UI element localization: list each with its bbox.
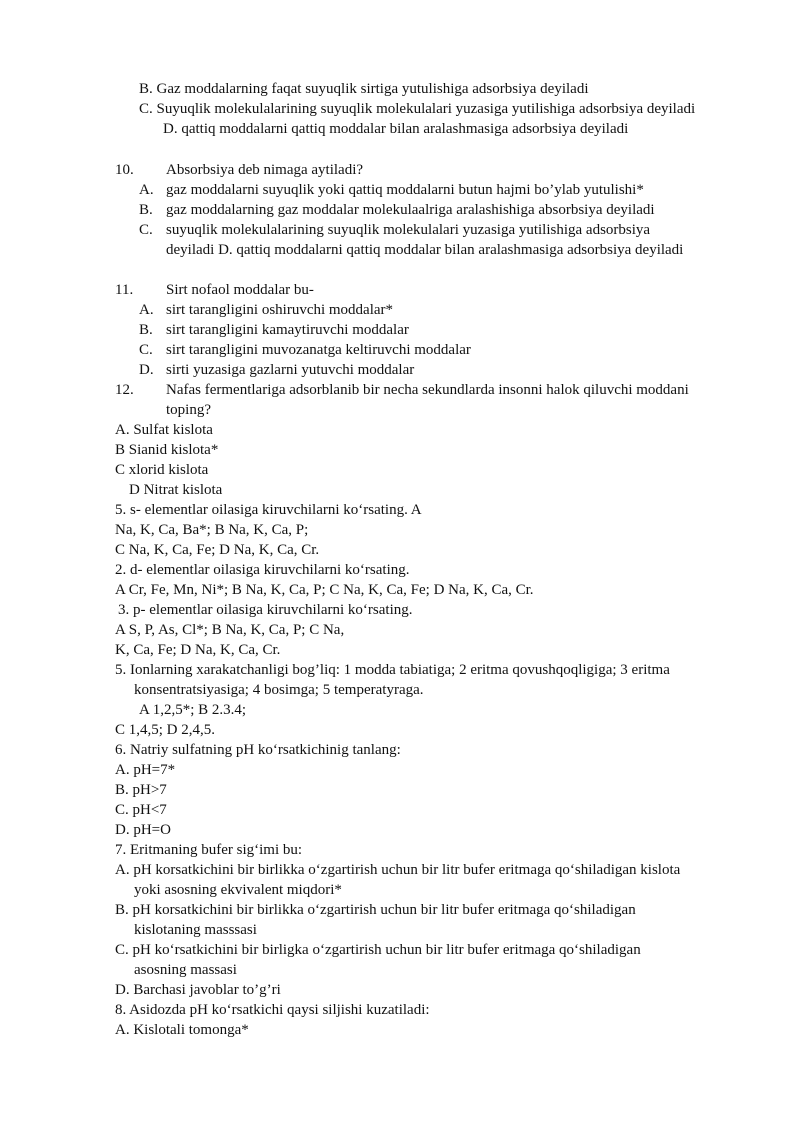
s-elements-options-2: C Na, K, Ca, Fe; D Na, K, Ca, Cr.: [115, 542, 320, 558]
q11-option-b: sirt tarangligini kamaytiruvchi moddalar: [166, 322, 409, 338]
q12-number: 12.: [115, 382, 134, 398]
sodium-sulfate-option-b: B. pH>7: [115, 782, 167, 798]
ion-mobility-options-2: C 1,4,5; D 2,4,5.: [115, 722, 216, 738]
q9-option-b: B. Gaz moddalarning faqat suyuqlik sirtiga yutulishiga adsorbsiya deyiladi: [139, 81, 589, 97]
buffer-capacity-option-c: C. pH ko‘rsatkichini bir birligka o‘zgartirish uchun bir litr bufer eritmaga qo‘shiladigan: [115, 942, 641, 958]
q11-option-a-letter: A.: [139, 302, 154, 318]
q10-option-c: suyuqlik molekulalarining suyuqlik molekulalari yuzasiga yutilishiga adsorbsiya: [166, 222, 651, 238]
sodium-sulfate-option-a: A. pH=7*: [115, 762, 176, 778]
q10-option-a-letter: A.: [139, 182, 154, 198]
q12-option-b: B Sianid kislota*: [115, 442, 219, 458]
buffer-capacity-option-a: A. pH korsatkichini bir birlikka o‘zgartirish uchun bir litr bufer eritmaga qo‘shiladigan kislota: [115, 862, 681, 878]
q10-number: 10.: [115, 162, 134, 178]
q11-option-d-letter: D.: [139, 362, 154, 378]
q10-question: Absorbsiya deb nimaga aytiladi?: [166, 162, 364, 178]
s-elements-options-1: Na, K, Ca, Ba*; B Na, K, Ca, P;: [115, 522, 309, 538]
p-elements-options-2: K, Ca, Fe; D Na, K, Ca, Cr.: [115, 642, 281, 658]
acidosis-question: 8. Asidozda pH ko‘rsatkichi qaysi siljishi kuzatiladi:: [115, 1002, 430, 1018]
q9-option-d: D. qattiq moddalarni qattiq moddalar bilan aralashmasiga adsorbsiya deyiladi: [163, 121, 629, 137]
sodium-sulfate-option-d: D. pH=O: [115, 822, 171, 838]
sodium-sulfate-option-c: C. pH<7: [115, 802, 167, 818]
q12-option-c: C xlorid kislota: [115, 462, 209, 478]
d-elements-options: A Cr, Fe, Mn, Ni*; B Na, K, Ca, P; C Na, K, Ca, Fe; D Na, K, Ca, Cr.: [115, 582, 534, 598]
q11-option-c: sirt tarangligini muvozanatga keltiruvchi moddalar: [166, 342, 471, 358]
q11-option-c-letter: C.: [139, 342, 153, 358]
acidosis-option-a: A. Kislotali tomonga*: [115, 1022, 249, 1038]
q11-option-a: sirt tarangligini oshiruvchi moddalar*: [166, 302, 394, 318]
q12-option-d: D Nitrat kislota: [129, 482, 223, 498]
ion-mobility-question: 5. Ionlarning xarakatchanligi bog’liq: 1 modda tabiatiga; 2 eritma qovushqoqligiga; 3 eritma: [115, 662, 670, 678]
buffer-capacity-option-b-cont: kislotaning masssasi: [134, 922, 257, 938]
buffer-capacity-option-a-cont: yoki asosning ekvivalent miqdori*: [134, 882, 342, 898]
q9-option-c: C. Suyuqlik molekulalarining suyuqlik molekulalari yuzasiga yutilishiga adsorbsiya deyiladi: [139, 101, 696, 117]
s-elements-question: 5. s- elementlar oilasiga kiruvchilarni ko‘rsating. A: [115, 502, 422, 518]
buffer-capacity-option-c-cont: asosning massasi: [134, 962, 237, 978]
q12-question-cont: toping?: [166, 402, 211, 418]
q11-question: Sirt nofaol moddalar bu-: [166, 282, 314, 298]
ion-mobility-options-1: A 1,2,5*; B 2.3.4;: [139, 702, 247, 718]
q12-question: Nafas fermentlariga adsorblanib bir necha sekundlarda insonni halok qiluvchi moddani: [166, 382, 689, 398]
q10-option-b-letter: B.: [139, 202, 153, 218]
d-elements-question: 2. d- elementlar oilasiga kiruvchilarni ko‘rsating.: [115, 562, 410, 578]
ion-mobility-question-cont: konsentratsiyasiga; 4 bosimga; 5 temperatyraga.: [134, 682, 424, 698]
q10-option-c-letter: C.: [139, 222, 153, 238]
p-elements-question: 3. p- elementlar oilasiga kiruvchilarni ko‘rsating.: [118, 602, 413, 618]
q11-option-d: sirti yuzasiga gazlarni yutuvchi moddalar: [166, 362, 415, 378]
q10-option-a: gaz moddalarni suyuqlik yoki qattiq moddalarni butun hajmi bo’ylab yutulishi*: [166, 182, 644, 198]
p-elements-options-1: A S, P, As, Cl*; B Na, K, Ca, P; C Na,: [115, 622, 345, 638]
buffer-capacity-question: 7. Eritmaning bufer sig‘imi bu:: [115, 842, 303, 858]
q10-option-c-cont: deyiladi D. qattiq moddalarni qattiq moddalar bilan aralashmasiga adsorbsiya deyiladi: [166, 242, 684, 258]
buffer-capacity-option-b: B. pH korsatkichini bir birlikka o‘zgartirish uchun bir litr bufer eritmaga qo‘shiladigan: [115, 902, 636, 918]
buffer-capacity-option-d: D. Barchasi javoblar to’g’ri: [115, 982, 281, 998]
sodium-sulfate-question: 6. Natriy sulfatning pH ko‘rsatkichinig tanlang:: [115, 742, 401, 758]
q10-option-b: gaz moddalarning gaz moddalar molekulaalriga aralashishiga absorbsiya deyiladi: [166, 202, 655, 218]
q11-number: 11.: [115, 282, 134, 298]
q12-option-a: A. Sulfat kislota: [115, 422, 213, 438]
q11-option-b-letter: B.: [139, 322, 153, 338]
